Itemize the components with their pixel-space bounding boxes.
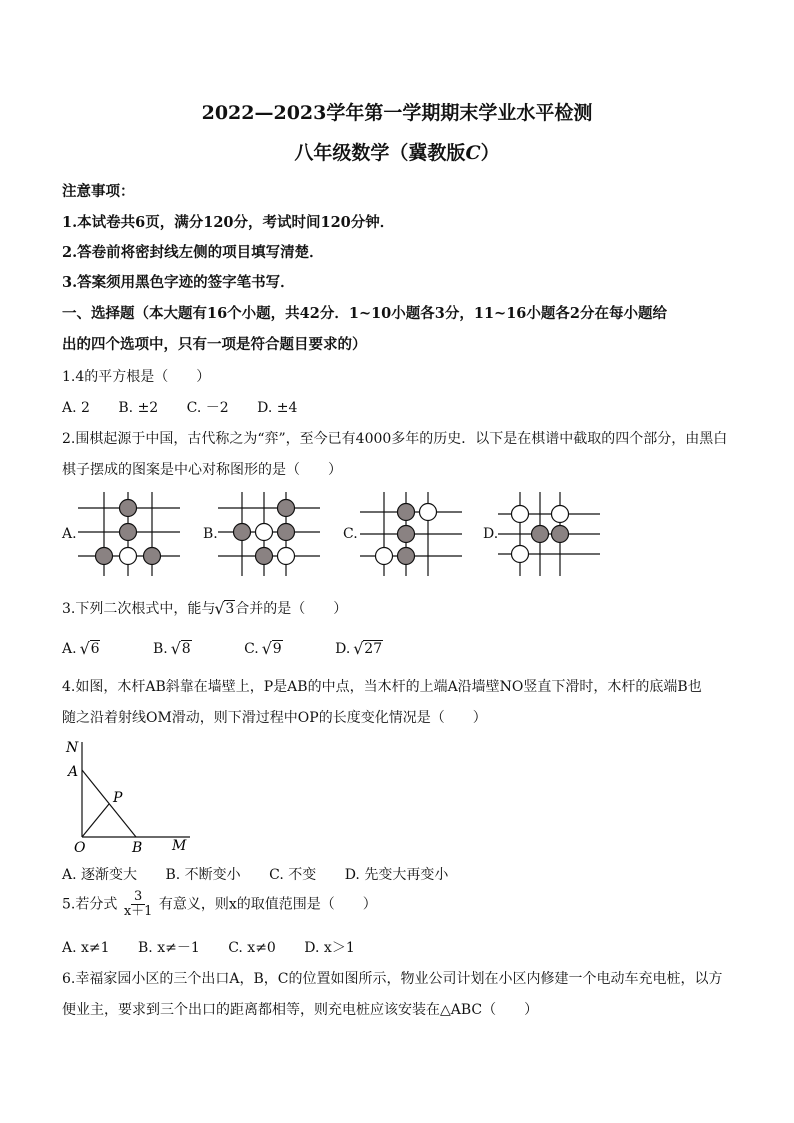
q4-option-c: C. 不变	[269, 867, 317, 883]
q5-fraction	[124, 890, 153, 919]
stone-white	[512, 546, 529, 563]
section1-line2: 出的四个选项中，只有一项是符合题目要求的）	[62, 336, 367, 353]
subtitle-text: 八年级数学（冀教版	[294, 142, 466, 164]
q3-option-c: C.√ 9	[244, 641, 307, 657]
stone-white	[120, 548, 137, 565]
q2-label-d: D.	[483, 526, 499, 542]
stone-black	[278, 500, 295, 517]
q2-line1: 2.围棋起源于中国，古代称之为“弈”，至今已有4000多年的历史．以下是在棋谱中截取的四个部分，由黑白	[62, 431, 728, 447]
label-N: N	[66, 740, 79, 756]
label-O: O	[74, 840, 86, 856]
stone-black	[234, 524, 251, 541]
q1-options	[62, 397, 321, 417]
q3-option-a: A.√ 6	[62, 641, 124, 657]
q5-option-d: D. x＞1	[304, 940, 355, 956]
q5-stem	[62, 890, 377, 919]
sqrt-3	[215, 601, 235, 617]
segment-OP	[82, 804, 109, 837]
q4-line2: 随之沿着射线OM滑动，则下滑过程中OP的长度变化情况是（ ）	[62, 710, 487, 726]
q3-option-b: B.√ 8	[153, 641, 216, 657]
label-M: M	[172, 838, 187, 854]
q5-numerator: 3	[131, 890, 145, 905]
q2-line2: 棋子摆成的图案是中心对称图形的是（ ）	[62, 462, 342, 478]
q1-stem: 1.4的平方根是（ ）	[62, 369, 211, 385]
q1-option-a: A. 2	[62, 400, 90, 416]
go-board-d	[498, 492, 600, 576]
q3-option-d: D.√ 27	[335, 641, 407, 657]
q4-option-a: A. 逐渐变大	[62, 867, 138, 883]
stone-black	[120, 524, 137, 541]
stone-black	[144, 548, 161, 565]
note-item-1: 1.本试卷共6页，满分120分，考试时间120分钟．	[62, 214, 395, 231]
stone-black	[398, 526, 415, 543]
q1-option-d: D. ±4	[257, 400, 298, 416]
q5-options	[62, 937, 379, 957]
q6-line1: 6.幸福家园小区的三个出口A，B，C的位置如图所示，物业公司计划在小区内修建一个电动车充电桩，以方	[62, 971, 723, 987]
q3-stem-pre: 3.下列二次根式中，能与	[62, 601, 216, 617]
note-item-2: 2.答卷前将密封线左侧的项目填写清楚．	[62, 244, 324, 261]
stone-white	[376, 548, 393, 565]
q5-stem-post: 有意义，则x的取值范围是（ ）	[158, 896, 377, 913]
stone-white	[278, 548, 295, 565]
q2-label-c: C.	[343, 526, 358, 542]
q1-option-b: B. ±2	[118, 400, 159, 416]
q5-option-b: B. x≠－1	[138, 940, 200, 956]
subtitle-edition: C	[465, 142, 481, 164]
go-board-a	[78, 492, 180, 576]
q4-option-d: D. 先变大再变小	[344, 867, 449, 883]
stone-black	[278, 524, 295, 541]
q3-stem-post: 合并的是（ ）	[235, 601, 348, 617]
q3-radicand: 3	[225, 601, 235, 617]
stone-white	[552, 506, 569, 523]
go-board-b	[218, 492, 320, 576]
q5-stem-pre: 5.若分式	[62, 896, 118, 913]
q3-options	[62, 641, 431, 657]
stone-black	[120, 500, 137, 517]
notes-heading: 注意事项：	[62, 183, 135, 200]
exam-subtitle	[0, 138, 794, 165]
q4-figure	[60, 734, 200, 856]
q5-option-a: A. x≠1	[62, 940, 110, 956]
stone-white	[420, 504, 437, 521]
stone-black	[532, 526, 549, 543]
stone-black	[96, 548, 113, 565]
q3-stem	[62, 598, 347, 618]
label-P: P	[113, 790, 123, 806]
q5-denominator: x＋1	[123, 904, 153, 919]
q2-label-b: B.	[203, 526, 218, 542]
q4-options	[62, 864, 472, 884]
section1-line1: 一、选择题（本大题有16个小题，共42分．1~10小题各3分，11~16小题各2分在每小题给	[62, 305, 667, 322]
q2-label-a: A.	[62, 526, 77, 542]
stone-white	[256, 524, 273, 541]
label-B: B	[132, 840, 143, 856]
stone-black	[256, 548, 273, 565]
note-item-3: 3.答案须用黑色字迹的签字笔书写．	[62, 274, 295, 291]
q1-option-c: C. －2	[186, 400, 229, 416]
q4-option-b: B. 不断变小	[165, 867, 241, 883]
q5-option-c: C. x≠0	[228, 940, 276, 956]
subtitle-close: ）	[480, 142, 500, 164]
exam-title: 2022—2023学年第一学期期末学业水平检测	[201, 102, 593, 124]
q6-line2: 便业主，要求到三个出口的距离都相等，则充电桩应该安装在△ABC（ ）	[62, 1002, 539, 1018]
stone-white	[512, 506, 529, 523]
stone-black	[552, 526, 569, 543]
stone-black	[398, 548, 415, 565]
go-board-c	[360, 492, 462, 576]
label-A: A	[68, 764, 79, 780]
q4-line1: 4.如图，木杆AB斜靠在墙壁上，P是AB的中点，当木杆的上端A沿墙壁NO竖直下滑时，木杆的底端B也	[62, 679, 702, 695]
stone-black	[398, 504, 415, 521]
